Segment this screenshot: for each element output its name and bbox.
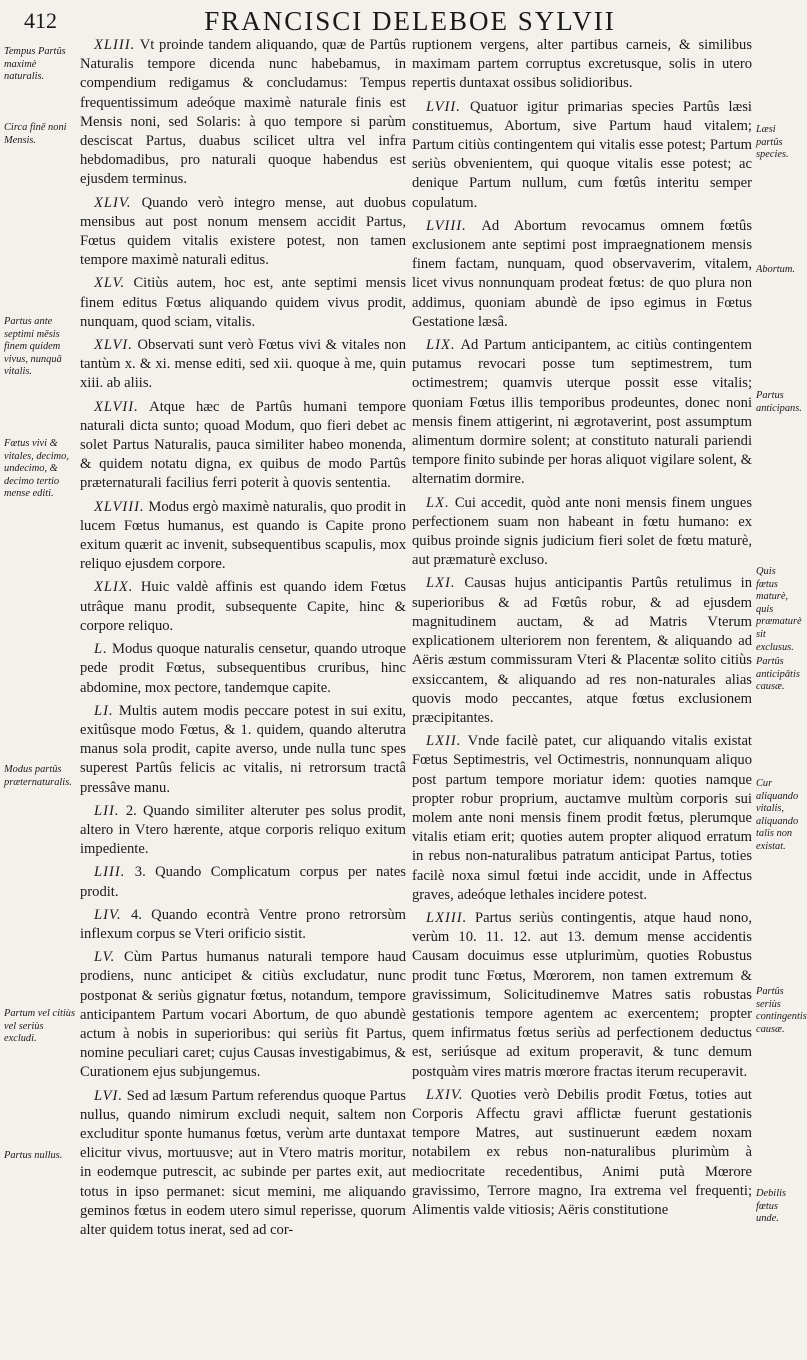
paragraph: XLVI. Observati sunt verò Fœtus vivi & vitales non tantùm x. & xi. mense editi, sed xii. quoque à me, quin xiii. ab aliis. bbox=[80, 337, 406, 392]
margin-note-right: Partûs seriùs contingentis causæ. bbox=[756, 986, 807, 1035]
paragraph: LII. 2. Quando similiter alteruter pes solus prodit, altero in Vtero hærente, atque corporis reliquo exitum impediente. bbox=[80, 802, 406, 858]
margin-note-right: Debilis fœtus unde. bbox=[756, 1188, 787, 1225]
paragraph: LI. Multis autem modis peccare potest in sui exitu, exitûsque modo Fœtus, & 1. quidem, quando alterutra manus sola prodit, capite averso, unde nulla tunc spes superest Partûs felicis ac vitalis, ni retrorsum tractâ pressâve manu. bbox=[80, 702, 406, 796]
paragraph: LIII. 3. Quando Complicatum corpus per nates prodit. bbox=[80, 864, 406, 900]
paragraph: XLIV. Quando verò integro mense, aut duobus mensibus aut post nonum mensem accidit Partus, Fœtus quidem vitalis existere potest, non tamen tempore maximè naturali editus. bbox=[80, 194, 407, 269]
margin-note-left: Tempus Partûs maximè naturalis. bbox=[4, 46, 66, 83]
paragraph: LIX. Ad Partum anticipantem, ac citiùs contingentem putamus revocari posse tum septimestrem, tum octimestrem; quamvis uterque possit esse vitalis; quoniam Fœtus illis temporibus prodeuntes, donec noni mensis finem attigerint, ni ægrotaverint, post assumptum alimentum dormire solent; at constituto naturali pariendi tempore finito subinde per horas aliquot vigilare solent, & alternatim dormire. bbox=[412, 337, 752, 488]
paragraph: XLVIII. Modus ergò maximè naturalis, quo prodit in lucem Fœtus humanus, est quando is Capite prono exitum quærit ac invenit, subsequentibus scapulis, mox reliquo ejusdem corpore. bbox=[80, 498, 406, 573]
paragraph: LIV. 4. Quando econtrà Ventre prono retrorsùm inflexum corpus se Vteri orificio sistit. bbox=[80, 906, 406, 942]
paragraph: LXII. Vnde facilè patet, cur aliquando vitalis existat Fœtus Septimestris, vel Octimestris, nonnunquam aliquo post partum tempore moriatur idem: quoties namque propter robur proprium, auctamve multùm corporis sui molem ante noni mensis finem prodit fœtus, plerumque vitalis etiam erit; quoties autem propter aliquod erratum in rebus non-naturalibus patratum anticipat Partus, toties facilè noxa simul fœtui inde accidit, unde in Affectus graves, adeóque lethales incidere potest. bbox=[412, 733, 752, 903]
margin-note-left: Partus nullus. bbox=[4, 1150, 63, 1161]
margin-note-right: Læsi partûs species. bbox=[756, 124, 789, 161]
paragraph: XLVII. Atque hæc de Partûs humani tempore naturali dicta sunto; quoad Modum, quo fieri debet ac solet Partus Naturalis, pauca similiter habeo monenda, & quidem notatu digna, ex quibus de modo Partûs præternaturali facilius ferri poterit à quovis sententia. bbox=[80, 398, 407, 492]
margin-note-left: Partus ante septimi mēsis finem quidem vivus, nunquā vitalis. bbox=[4, 316, 62, 378]
paragraph: XLIII. Vt proinde tandem aliquando, quæ de Partûs Naturalis tempore dicenda nunc habebamus, in compendium redigamus & concludamus: Tempus frequentissimum adeóque maximè naturale finis est Mensis noni, sed Solaris: à quo tempore si parùm desciscat Partus, duabus scilicet ultra vel infra hebdomadibus, pro naturali quoque habendus est ejusdem terminus. bbox=[80, 37, 406, 188]
margin-note-left: Circa finē noni Mensis. bbox=[4, 122, 67, 146]
paragraph: LV. Cùm Partus humanus naturali tempore haud prodiens, nunc anticipet & citiùs excludatur, nunc postponat & seriùs gignatur fœtus, notandum, tempore anticipantem Partum vocari Abortum, de quo abundè actum à nobis in superioribus: qui seriùs fit Partus, nomine peculiari caret; cujus Causas investigabimus, & Curationem ejus subjungemus. bbox=[80, 949, 406, 1081]
margin-note-left: Fœtus vivi & vitales, decimo, undecimo, & decimo tertio mense editi. bbox=[4, 438, 69, 500]
margin-note-right: Partus anticipans. bbox=[756, 390, 802, 414]
paragraph: XLIX. Huic valdè affinis est quando idem Fœtus utrâque manu prodit, subsequente Capite, hinc & corpore reliquo. bbox=[80, 579, 406, 634]
paragraph: XLV. Citiùs autem, hoc est, ante septimi mensis finem editus Fœtus aliquando quidem vivus prodit, nunquam, quod sciam, vitalis. bbox=[80, 275, 406, 330]
paragraph: LVII. Quatuor igitur primarias species Partûs læsi constituemus, Abortum, sive Partum haud vitalem; Partum citiùs contingentem qui vitalis esse potest; Partum seriùs obvenientem, qui quoque vitalis esse potest; ac denique Partum nullum, cum fœtûs interitu semper copulatum. bbox=[412, 98, 752, 211]
paragraph: LXIII. Partus seriùs contingentis, atque haud nono, verùm 10. 11. 12. aut 13. demum mense accidentis Causam docuimus esse utplurimùm, quoties Robustus prodit tunc Fœtus, Mœrorem, non tamen extremum & gravissimum, Solicitudinemve Matres satis robustas gestationis tempore agentem ac exercentem; propter quem infirmatus fœtus seriùs ad perfectionem deductus est, seriúsque ad exitum properavit, & tunc demum postquàm vires matris mœrore fractas iterum recuperavit. bbox=[412, 909, 752, 1080]
right-column bbox=[412, 36, 752, 1358]
paragraph: LXI. Causas hujus anticipantis Partûs retulimus in superioribus & ad Fœtûs robur, & ad ejusdem magnitudinem auctam, & ad Matris Vterum explicationem ulteriorem non ferentem, & aliquando ad Aëris æstum commissuram Vteri & Placentæ solito citiùs exsiccantem, & aliquando ad res non-naturales alias quovis modo peccantes, atque fœtus exclusionem præcipitantes. bbox=[412, 575, 752, 726]
margin-note-right: Partûs anticipātis causæ. bbox=[756, 656, 800, 693]
left-column bbox=[80, 36, 406, 1358]
margin-note-left: Partum vel citiùs vel seriùs excludi. bbox=[4, 1008, 75, 1045]
margin-note-right: Cur aliquando vitalis, aliquando talis non existat. bbox=[756, 778, 799, 852]
paragraph: LVI. Sed ad læsum Partum referendus quoque Partus nullus, quando nimirum excludi nequit, saltem non excluditur sponte humanus fœtus, verùm arte duntaxat elicitur vivus, mortuusve; aut in Vtero matris moritur, in eodemque putrescit, ac subinde per partes exit, aut totus in ipso permanet: sicut memini, me aliquando geminos fœtus in eodem utero simul reperisse, quorum alter quidem totus inerat, sed ad cor- bbox=[80, 1087, 406, 1238]
paragraph: LXIV. Quoties verò Debilis prodit Fœtus, toties aut Corporis Affectu gravi afflictæ fuerunt gestationis tempore Matres, aut sustinuerunt eædem noxam notabilem ex rebus non-naturalibus plurimùm à mediocritate recedentibus, Animi putà Mœrore gravissimo, Terrore magno, Ira extrema vel frequenti; Alimentis valde vitiosis; Aëris constitutione bbox=[412, 1086, 752, 1218]
running-head: FRANCISCI DELEBOE SYLVII bbox=[204, 6, 616, 36]
paragraph: LX. Cui accedit, quòd ante noni mensis finem ungues perfectionem suam non habeant in fœtu humano: ex quibus proinde signis judicium fieri solet de fœtu maturè, aut præmaturè excluso. bbox=[412, 494, 753, 569]
margin-note-right: Quis fœtus maturè, quis præmaturè sit exclusus. bbox=[756, 566, 802, 653]
margin-note-left: Modus partûs præternaturalis. bbox=[4, 764, 72, 788]
paragraph: ruptionem vergens, alter partibus carneis, & similibus maximam partem corruptus excretusque, solis in utero repertis duntaxat ossibus solidioribus. bbox=[412, 37, 752, 92]
paragraph: LVIII. Ad Abortum revocamus omnem fœtûs exclusionem ante septimi post impraegnationem mensis finem factam, nunquam, quod observaverim, vitalem, licet vivus nonnunquam prodeat fœtus: de quo plura non addimus, quoniam abundè de ipso egimus in Fœtus Gestatione læsâ. bbox=[412, 217, 752, 330]
paragraph: L. Modus quoque naturalis censetur, quando utroque pede prodit Fœtus, subsequentibus cruribus, hinc abdomine, mox pectore, tandemque capite. bbox=[80, 641, 406, 696]
page-number: 412 bbox=[24, 8, 57, 33]
margin-note-right: Abortum. bbox=[756, 264, 795, 275]
